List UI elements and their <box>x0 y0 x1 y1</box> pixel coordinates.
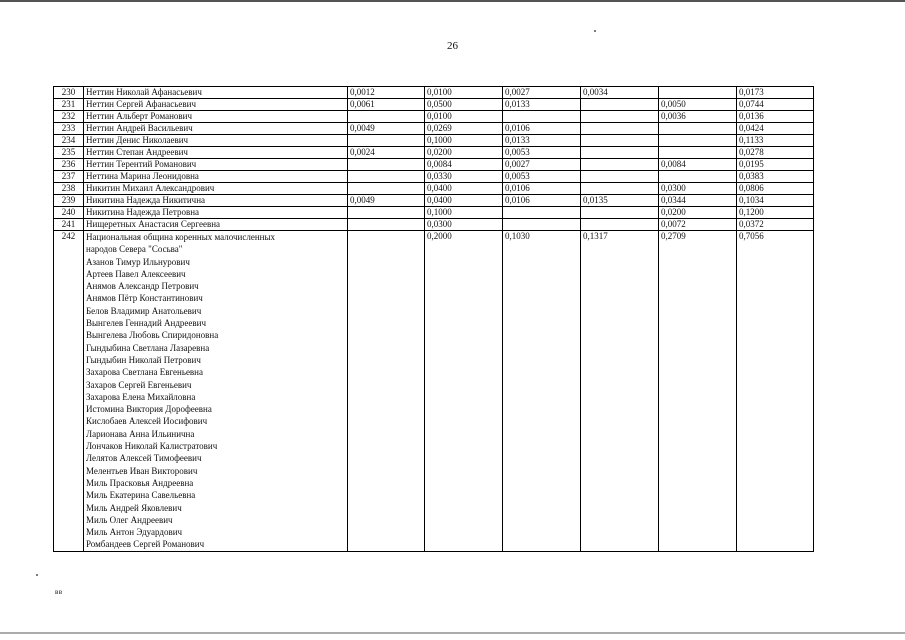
value-col-3: 0,0027 <box>503 159 581 171</box>
person-name: Никитин Михаил Александрович <box>84 183 348 195</box>
total-value: 0,1034 <box>737 195 814 207</box>
member-name: Лончаков Николай Калистратович <box>86 441 218 452</box>
person-name: Неттин Андрей Васильевич <box>84 123 348 135</box>
row-number: 235 <box>54 147 84 159</box>
value-col-3: 0,1030 <box>503 231 581 552</box>
value-col-1 <box>348 171 425 183</box>
total-value: 0,7056 <box>737 231 814 552</box>
value-col-3: 0,0106 <box>503 195 581 207</box>
page-number: 26 <box>447 40 458 52</box>
value-col-5 <box>659 87 737 99</box>
table-row <box>54 219 814 231</box>
row-number: 237 <box>54 171 84 183</box>
value-col-4: 0,0034 <box>581 87 659 99</box>
value-col-1 <box>348 231 425 552</box>
table-row-community <box>54 231 814 552</box>
value-col-1 <box>348 183 425 195</box>
person-name: Никитина Надежда Никитична <box>84 195 348 207</box>
value-col-4 <box>581 219 659 231</box>
table-row <box>54 123 814 135</box>
member-name: Ларионава Анна Ильинична <box>86 428 195 439</box>
person-name: Неттин Степан Андреевич <box>84 147 348 159</box>
allocation-table <box>53 86 814 552</box>
community-cell <box>84 231 348 552</box>
row-number: 233 <box>54 123 84 135</box>
total-value: 0,0278 <box>737 147 814 159</box>
value-col-3: 0,0106 <box>503 123 581 135</box>
total-value: 0,0372 <box>737 219 814 231</box>
member-name: Миль Прасковья Андреевна <box>86 477 194 488</box>
value-col-5: 0,0072 <box>659 219 737 231</box>
value-col-4 <box>581 159 659 171</box>
total-value: 0,0424 <box>737 123 814 135</box>
member-name: Захаров Сергей Евгеньевич <box>86 379 192 390</box>
value-col-2: 0,0400 <box>425 195 503 207</box>
value-col-3: 0,0053 <box>503 171 581 183</box>
member-name: Лелятов Алексей Тимофеевич <box>86 453 202 464</box>
value-col-2: 0,2000 <box>425 231 503 552</box>
community-name: Национальная община коренных малочисленных народов Севера "Сосьва" <box>86 232 276 255</box>
value-col-2: 0,0400 <box>425 183 503 195</box>
person-name: Нищеретных Анастасия Сергеевна <box>84 219 348 231</box>
table-row <box>54 183 814 195</box>
value-col-4 <box>581 207 659 219</box>
scan-speck <box>594 30 596 32</box>
member-name: Миль Андрей Яковлевич <box>86 502 182 513</box>
row-number: 230 <box>54 87 84 99</box>
value-col-1 <box>348 159 425 171</box>
value-col-1: 0,0049 <box>348 123 425 135</box>
row-number: 241 <box>54 219 84 231</box>
table-row <box>54 111 814 123</box>
member-name: Миль Олег Андреевич <box>86 514 173 525</box>
value-col-4: 0,1317 <box>581 231 659 552</box>
member-name: Анямов Пётр Константинович <box>86 293 203 304</box>
person-name: Неттин Сергей Афанасьевич <box>84 99 348 111</box>
row-number: 234 <box>54 135 84 147</box>
value-col-2: 0,0100 <box>425 87 503 99</box>
value-col-5: 0,0200 <box>659 207 737 219</box>
value-col-3 <box>503 219 581 231</box>
value-col-1: 0,0049 <box>348 195 425 207</box>
table-row <box>54 87 814 99</box>
value-col-2: 0,0500 <box>425 99 503 111</box>
value-col-4 <box>581 171 659 183</box>
value-col-5: 0,2709 <box>659 231 737 552</box>
member-name: Вынгелева Любовь Спиридоновна <box>86 330 219 341</box>
value-col-3 <box>503 111 581 123</box>
value-col-5: 0,0300 <box>659 183 737 195</box>
member-name: Анямов Александр Петрович <box>86 281 199 292</box>
value-col-1: 0,0012 <box>348 87 425 99</box>
value-col-2: 0,1000 <box>425 207 503 219</box>
member-name: Захарова Светлана Евгеньевна <box>86 367 203 378</box>
value-col-5: 0,0084 <box>659 159 737 171</box>
value-col-2: 0,0300 <box>425 219 503 231</box>
table-row <box>54 207 814 219</box>
person-name: Неттин Денис Николаевич <box>84 135 348 147</box>
row-number: 242 <box>54 231 84 552</box>
total-value: 0,1133 <box>737 135 814 147</box>
member-name: Вынгелев Геннадий Андреевич <box>86 318 206 329</box>
total-value: 0,0136 <box>737 111 814 123</box>
member-name: Гындыбин Николай Петрович <box>86 354 201 365</box>
member-name: Кислобаев Алексей Иосифович <box>86 416 208 427</box>
table-row <box>54 159 814 171</box>
value-col-4 <box>581 147 659 159</box>
person-name: Неттина Марина Леонидовна <box>84 171 348 183</box>
person-name: Неттин Николай Афанасьевич <box>84 87 348 99</box>
member-name: Миль Антон Эдуардович <box>86 527 183 538</box>
value-col-1 <box>348 111 425 123</box>
member-name: Артеев Павел Алексеевич <box>86 268 186 279</box>
value-col-4 <box>581 111 659 123</box>
value-col-3 <box>503 207 581 219</box>
value-col-1: 0,0024 <box>348 147 425 159</box>
member-name: Мелентьев Иван Викторович <box>86 465 198 476</box>
value-col-1: 0,0061 <box>348 99 425 111</box>
value-col-5: 0,0344 <box>659 195 737 207</box>
value-col-3: 0,0133 <box>503 135 581 147</box>
value-col-2: 0,0084 <box>425 159 503 171</box>
value-col-2: 0,0200 <box>425 147 503 159</box>
value-col-4 <box>581 183 659 195</box>
value-col-4 <box>581 99 659 111</box>
row-number: 239 <box>54 195 84 207</box>
row-number: 238 <box>54 183 84 195</box>
row-number: 231 <box>54 99 84 111</box>
total-value: 0,0173 <box>737 87 814 99</box>
member-name: Гындыбина Светлана Лазаревна <box>86 342 210 353</box>
value-col-5 <box>659 135 737 147</box>
value-col-3: 0,0106 <box>503 183 581 195</box>
value-col-1 <box>348 135 425 147</box>
total-value: 0,0383 <box>737 171 814 183</box>
value-col-5: 0,0036 <box>659 111 737 123</box>
scan-top-edge <box>0 0 905 2</box>
table-row <box>54 195 814 207</box>
table-row <box>54 135 814 147</box>
value-col-1 <box>348 219 425 231</box>
table-row <box>54 99 814 111</box>
person-name: Неттин Альберт Романович <box>84 111 348 123</box>
member-name: Азанов Тимур Ильнурович <box>86 256 190 267</box>
row-number: 240 <box>54 207 84 219</box>
table-row <box>54 147 814 159</box>
member-name: Истомина Виктория Дорофеевна <box>86 404 212 415</box>
member-name: Белов Владимир Анатольевич <box>86 305 202 316</box>
community-members <box>86 256 345 551</box>
scan-bottom-edge <box>0 632 905 634</box>
person-name: Никитина Надежда Петровна <box>84 207 348 219</box>
value-col-1 <box>348 207 425 219</box>
value-col-2: 0,1000 <box>425 135 503 147</box>
value-col-3: 0,0027 <box>503 87 581 99</box>
member-name: Миль Екатерина Савельевна <box>86 490 196 501</box>
value-col-2: 0,0269 <box>425 123 503 135</box>
value-col-3: 0,0133 <box>503 99 581 111</box>
value-col-5 <box>659 171 737 183</box>
total-value: 0,0744 <box>737 99 814 111</box>
value-col-5 <box>659 147 737 159</box>
row-number: 232 <box>54 111 84 123</box>
table-row <box>54 171 814 183</box>
value-col-5: 0,0050 <box>659 99 737 111</box>
member-name: Захарова Елена Михайловна <box>86 391 196 402</box>
member-name: Ромбандеев Сергей Романович <box>86 539 205 550</box>
value-col-4 <box>581 135 659 147</box>
value-col-2: 0,0330 <box>425 171 503 183</box>
total-value: 0,0195 <box>737 159 814 171</box>
total-value: 0,1200 <box>737 207 814 219</box>
scan-speck <box>36 574 38 576</box>
row-number: 236 <box>54 159 84 171</box>
value-col-5 <box>659 123 737 135</box>
person-name: Неттин Терентий Романович <box>84 159 348 171</box>
total-value: 0,0806 <box>737 183 814 195</box>
value-col-4: 0,0135 <box>581 195 659 207</box>
value-col-4 <box>581 123 659 135</box>
value-col-3: 0,0053 <box>503 147 581 159</box>
footer-mark: вв <box>55 588 63 596</box>
value-col-2: 0,0100 <box>425 111 503 123</box>
